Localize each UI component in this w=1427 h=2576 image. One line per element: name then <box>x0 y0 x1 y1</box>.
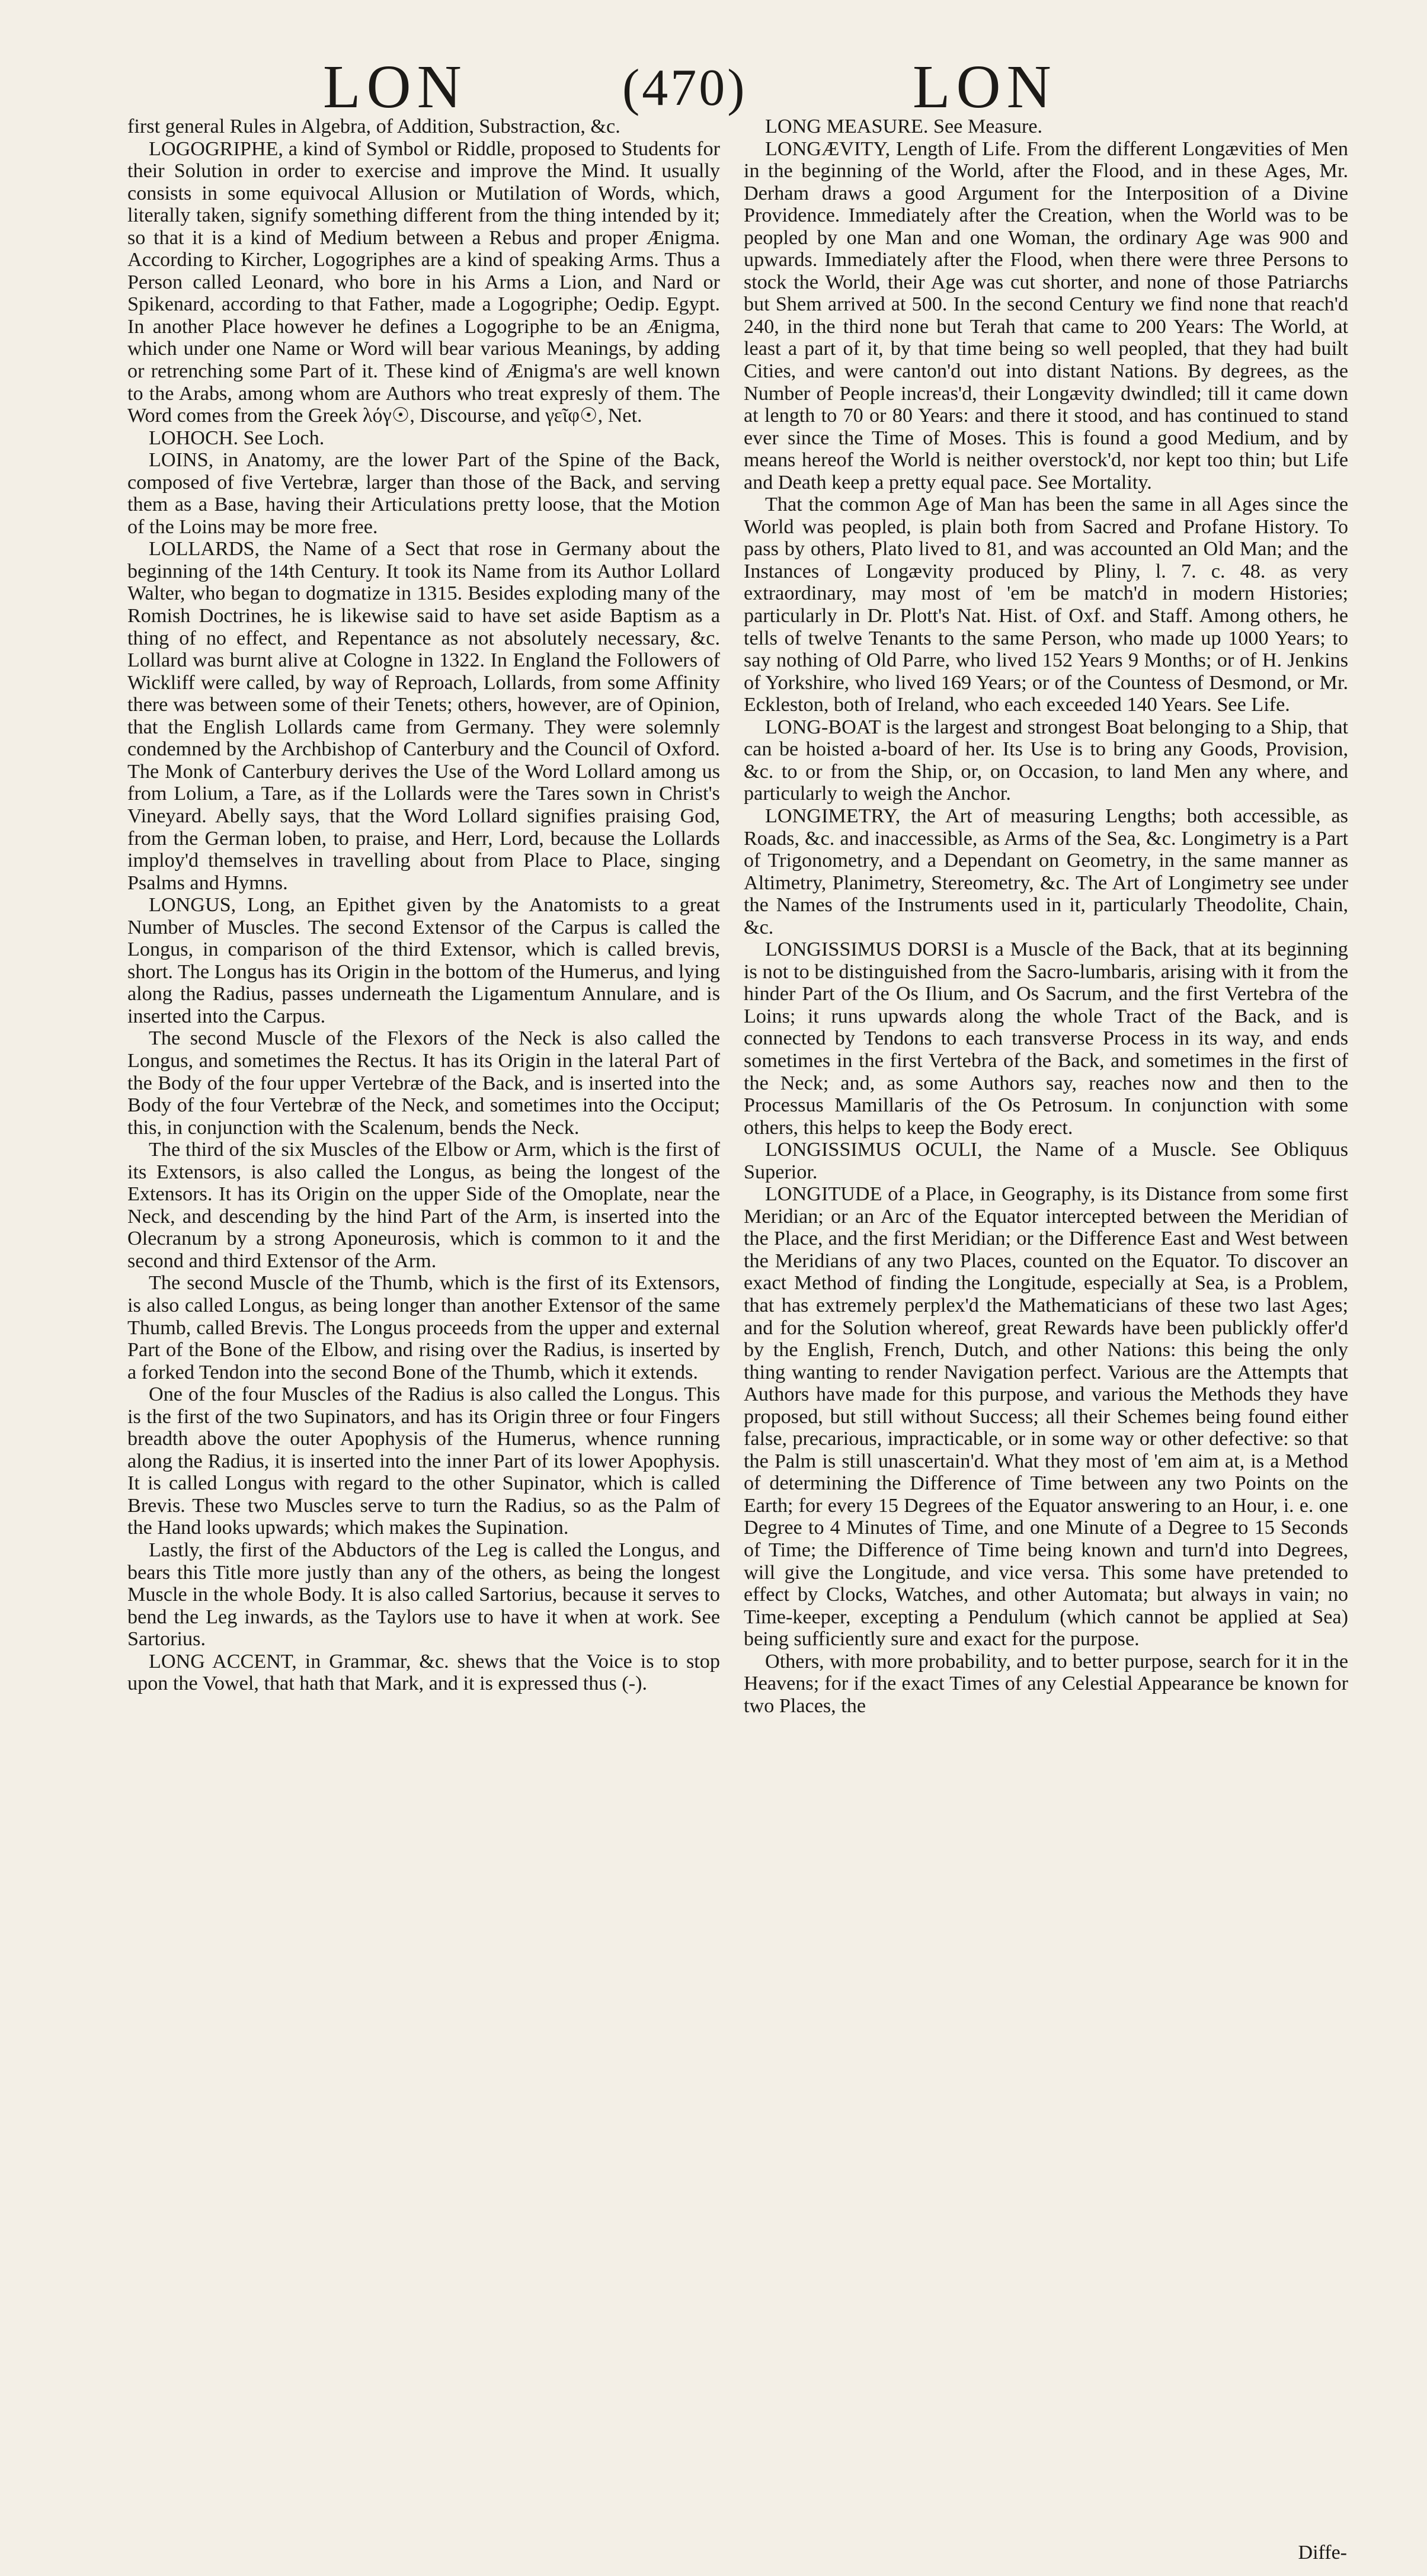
dictionary-entry: first general Rules in Algebra, of Addition, Substraction, &c. <box>127 116 620 137</box>
dictionary-entry: Lastly, the first of the Abductors of the Leg is called the Longus, and bears this Title more justly than any of the others, as being the longest Muscle in the whole Body. It is also called Sartorius, because it serves to bend the Leg inwards, as the Taylors use to have it when at work. See Sartorius. <box>127 1539 720 1651</box>
dictionary-entry: LONGITUDE of a Place, in Geography, is its Distance from some first Meridian; or an Arc of the Equator intercepted between the Meridian of the Place, and the first Meridian; or the Difference East and West between the Meridians of any two Places, counted on the Equator. To discover an exact Method of finding the Longitude, especially at Sea, is a Problem, that has extremely perplex'd the Mathematicians of these two last Ages; and for the Solution whereof, great Rewards have been publickly offer'd by the English, French, Dutch, and other Nations: this being the only thing wanting to render Navigation perfect. Various are the Attempts that Authors have made for this purpose, and various the Methods they have proposed, but still without Success; all their Schemes being found either false, precarious, impracticable, or in some way or other defective: so that the Palm is still unascertain'd. What they most of 'em aim at, is a Method of determining the Difference of Time between any two Points on the Earth; for every 15 Degrees of the Equator answering to an Hour, i. e. one Degree to 4 Minutes of Time, and one Minute of a Degree to 15 Seconds of Time; the Difference of Time being known and turn'd into Degrees, will give the Longitude, and vice versa. This some have pretended to effect by Clocks, Watches, and other Automata; but always in vain; no Time-keeper, excepting a Pendulum (which cannot be applied at Sea) being sufficiently sure and exact for the purpose. <box>744 1183 1348 1651</box>
dictionary-entry: One of the four Muscles of the Radius is also called the Longus. This is the first of the two Supinators, and has its Origin three or four Fingers breadth above the outer Apophysis of the Humerus, whence running along the Radius, it is inserted into the inner Part of its lower Apophysis. It is called Longus with regard to the other Supinator, which is called Brevis. These two Muscles serve to turn the Radius, so as the Palm of the Hand looks upwards; which makes the Supination. <box>127 1383 720 1539</box>
header-right-word: LON <box>913 53 1057 121</box>
running-head <box>0 53 1427 121</box>
page-number: (470) <box>622 59 747 117</box>
dictionary-entry: LONGISSIMUS DORSI is a Muscle of the Back, that at its beginning is not to be distinguished from the Sacro-lumbaris, arising with it from the hinder Part of the Os Ilium, and Os Sacrum, and the first Vertebra of the Loins; it runs upwards along the whole Tract of the Back, and is connected by Tendons to each transverse Process in its way, and ends sometimes in the first Vertebra of the Back, and sometimes in the first of the Neck; and, as some Authors say, reaches now and then to the Processus Mamillaris of the Os Petrosum. In conjunction with some others, this helps to keep the Body erect. <box>744 938 1348 1139</box>
dictionary-entry: LOGOGRIPHE, a kind of Symbol or Riddle, proposed to Students for their Solution in order to exercise and improve the Mind. It usually consists in some equivocal Allusion or Mutilation of Words, which, literally taken, signify something different from the thing intended by it; so that it is a kind of Medium between a Rebus and proper Ænigma. According to Kircher, Logogriphes are a kind of speaking Arms. Thus a Person called Leonard, who bore in his Arms a Lion, and Nard or Spikenard, according to that Father, made a Logogriphe; Oedip. Egypt. In another Place however he defines a Logogriphe to be an Ænigma, which under one Name or Word will bear various Meanings, by adding or retrenching some Part of it. These kind of Ænigma's are well known to the Arabs, among whom are Authors who treat expresly of them. The Word comes from the Greek λόγ☉, Discourse, and γεῖφ☉, Net. <box>127 137 720 427</box>
dictionary-entry: The third of the six Muscles of the Elbow or Arm, which is the first of its Extensors, is also called the Longus, as being the longest of the Extensors. It has its Origin on the upper Side of the Omoplate, near the Neck, and descending by the hind Part of the Arm, is inserted into the Olecranum by a strong Aponeurosis, which is common to it and the second and third Extensor of the Arm. <box>127 1139 720 1272</box>
text-columns <box>127 116 1354 2551</box>
header-left-word: LON <box>323 53 468 121</box>
dictionary-entry: That the common Age of Man has been the same in all Ages since the World was peopled, is plain both from Sacred and Profane History. To pass by others, Plato lived to 81, and was accounted an Old Man; and the Instances of Longævity produced by Pliny, l. 7. c. 48. as very extraordinary, may most of 'em be match'd in modern Histories; particularly in Dr. Plott's Nat. Hist. of Oxf. and Staff. Among others, he tells of twelve Tenants to the same Person, who made up 1000 Years; to say nothing of Old Parre, who lived 152 Years 9 Months; or of H. Jenkins of Yorkshire, who lived 169 Years; or of the Countess of Desmond, or Mr. Eckleston, both of Ireland, who each exceeded 140 Years. See Life. <box>744 494 1348 716</box>
dictionary-entry: The second Muscle of the Thumb, which is the first of its Extensors, is also called Longus, as being longer than another Extensor of the same Thumb, called Brevis. The Longus proceeds from the upper and external Part of the Bone of the Elbow, and rising over the Radius, is inserted by a forked Tendon into the second Bone of the Thumb, which it extends. <box>127 1272 720 1383</box>
dictionary-entry: LONG-BOAT is the largest and strongest Boat belonging to a Ship, that can be hoisted a-board of her. Its Use is to bring any Goods, Provision, &c. to or from the Ship, or, on Occasion, to land Men any where, and particularly to weigh the Anchor. <box>744 716 1348 805</box>
left-column <box>127 116 720 1695</box>
dictionary-entry: LONG ACCENT, in Grammar, &c. shews that the Voice is to stop upon the Vowel, that hath that Mark, and it is expressed thus (-). <box>127 1650 720 1695</box>
dictionary-entry: LONGÆVITY, Length of Life. From the different Longævities of Men in the beginning of the World, after the Flood, and in these Ages, Mr. Derham draws a good Argument for the Interposition of a Divine Providence. Immediately after the Creation, when the World was to be peopled by one Man and one Woman, the ordinary Age was 900 and upwards. Immediately after the Flood, when there were three Persons to stock the World, their Age was cut shorter, and none of those Patriarchs but Shem arrived at 500. In the second Century we find none that reach'd 240, in the third none but Terah that came to 200 Years: The World, at least a part of it, by that time being so well peopled, that they had built Cities, and were canton'd out into distant Nations. By degrees, as the Number of People increas'd, their Longævity dwindled; till it came down at length to 70 or 80 Years: and there it stood, and has continued to stand ever since the Time of Moses. This is found a good Medium, and by means hereof the World is neither overstock'd, nor kept too thin; but Life and Death keep a pretty equal pace. See Mortality. <box>744 137 1348 494</box>
dictionary-entry: LOHOCH. See Loch. <box>149 427 325 449</box>
dictionary-entry: LOINS, in Anatomy, are the lower Part of the Spine of the Back, composed of five Vertebræ, larger than those of the Back, and serving them as a Base, having their Articulations pretty loose, that the Motion of the Loins may be more free. <box>127 449 720 538</box>
dictionary-entry: LOLLARDS, the Name of a Sect that rose in Germany about the beginning of the 14th Century. It took its Name from its Author Lollard Walter, who began to dogmatize in 1315. Besides exploding many of the Romish Doctrines, he is likewise said to have set aside Baptism as a thing of no effect, and Repentance as not absolutely necessary, &c. Lollard was burnt alive at Cologne in 1322. In England the Followers of Wickliff were called, by way of Reproach, Lollards, from some Affinity there was between some of their Tenets; others, however, are of Opinion, that the English Lollards came from Germany. They were solemnly condemned by the Archbishop of Canterbury and the Council of Oxford. The Monk of Canterbury derives the Use of the Word Lollard among us from Lolium, a Tare, as if the Lollards were the Tares sown in Christ's Vineyard. Abelly says, that the Word Lollard signifies praising God, from the German loben, to praise, and Herr, Lord, because the Lollards imploy'd themselves in travelling about from Place to Place, singing Psalms and Hymns. <box>127 538 720 894</box>
dictionary-entry: Others, with more probability, and to better purpose, search for it in the Heavens; for if the exact Times of any Celestial Appearance be known for two Places, the <box>744 1650 1348 1717</box>
catchword: Diffe- <box>1298 2542 1347 2564</box>
dictionary-entry: The second Muscle of the Flexors of the Neck is also called the Longus, and sometimes the Rectus. It has its Origin in the lateral Part of the Body of the four upper Vertebræ of the Back, and is inserted into the Body of the four Vertebræ of the Neck, and sometimes into the Occiput; this, in conjunction with the Scalenum, bends the Neck. <box>127 1027 720 1139</box>
dictionary-entry: LONGIMETRY, the Art of measuring Lengths; both accessible, as Roads, &c. and inaccessible, as Arms of the Sea, &c. Longimetry is a Part of Trigonometry, and a Dependant on Geometry, in the same manner as Altimetry, Planimetry, Stereometry, &c. The Art of Longimetry see under the Names of the Instruments used in it, particularly Theodolite, Chain, &c. <box>744 805 1348 938</box>
dictionary-entry: LONGUS, Long, an Epithet given by the Anatomists to a great Number of Muscles. The second Extensor of the Carpus is called the Longus, in comparison of the third Extensor, which is called brevis, short. The Longus has its Origin in the bottom of the Humerus, and lying along the Radius, passes underneath the Ligamentum Annulare, and is inserted into the Carpus. <box>127 894 720 1027</box>
right-column <box>744 116 1348 1717</box>
dictionary-entry: LONG MEASURE. See Measure. <box>765 116 1043 137</box>
dictionary-entry: LONGISSIMUS OCULI, the Name of a Muscle. See Obliquus Superior. <box>744 1139 1348 1183</box>
